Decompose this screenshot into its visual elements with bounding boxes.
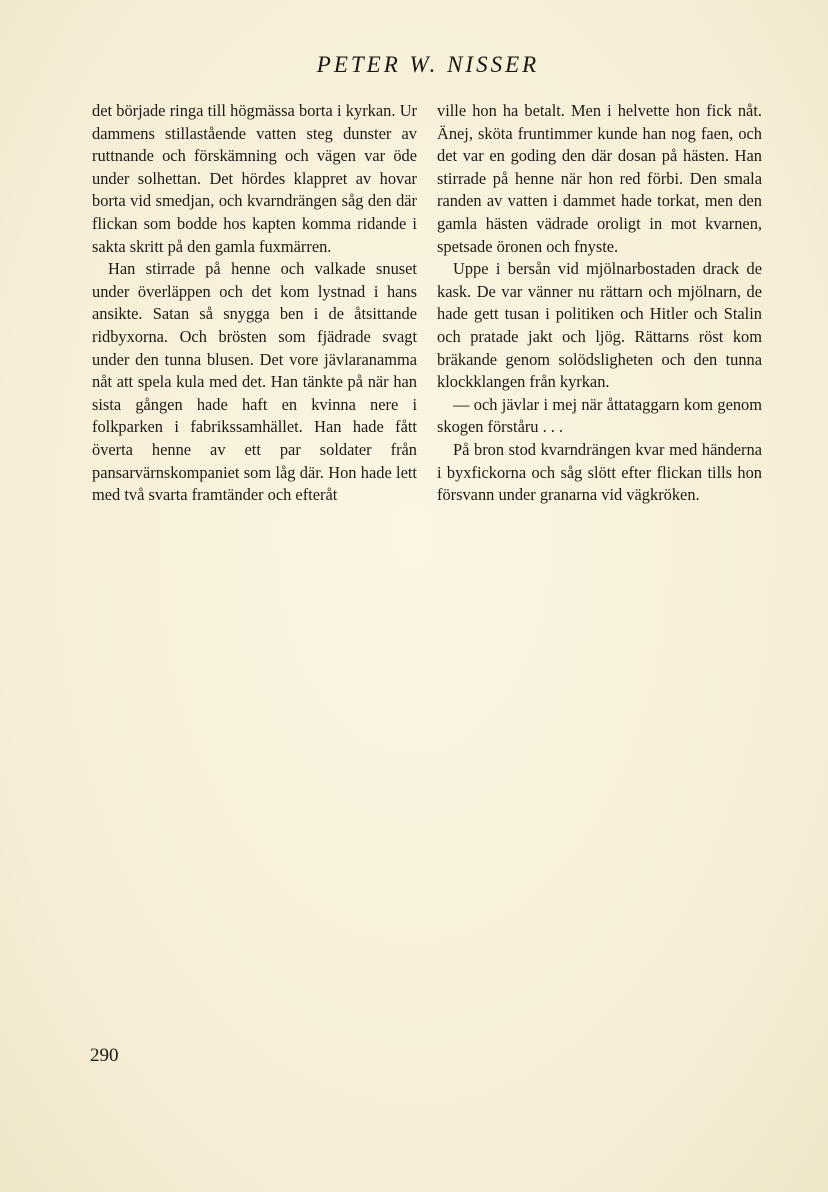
left-text-column bbox=[92, 100, 417, 507]
paragraph: Uppe i bersån vid mjölnarbostaden drack de kask. De var vänner nu rättarn och mjölnarn, de hade gett tusan i politiken och Hitler och Stalin och pratade jakt och ljög. Rättarns röst kom bräkande genom solödsligheten och den tunna klockklangen från kyrkan. bbox=[437, 259, 762, 392]
running-header bbox=[0, 52, 828, 78]
paragraph: Han stirrade på henne och valkade snuset under överläppen och det kom lystnad i hans ansikte. Satan så snygga ben i de åtsittande ridbyxorna. Och brösten som fjädrade svagt under den tunna blusen. Det vore jävlaranamma nåt att spela kula med det. Han tänkte på när han sista gången hade haft en kvinna nere i folkparken i fabrikssamhället. Han hade fått överta henne av ett par soldater från pansarvärnskompaniet som låg där. Hon hade lett med två svarta framtänder och efteråt bbox=[92, 259, 417, 505]
author-title: PETER W. NISSER bbox=[316, 52, 540, 77]
paragraph: På bron stod kvarndrängen kvar med händerna i byxfickorna och såg slött efter flickan tills hon försvann under granarna vid vägkröken. bbox=[437, 439, 762, 505]
paragraph: — och jävlar i mej när åttataggarn kom genom skogen förståru . . . bbox=[437, 394, 762, 437]
paragraph: det började ringa till högmässa borta i kyrkan. Ur dammens stillastående vatten steg dunster av ruttnande och förskämning och vägen var öde under solhettan. Det hördes klappret av hovar borta vid smedjan, och kvarndrängen såg den där flickan som bodde hos kapten komma ridande i sakta skritt på den gamla fuxmärren. bbox=[92, 101, 417, 256]
page-number: 290 bbox=[90, 1045, 119, 1066]
paragraph: ville hon ha betalt. Men i helvette hon fick nåt. Änej, sköta fruntimmer kunde han nog faen, och det var en goding den där dosan på hästen. Han stirrade på henne när hon red förbi. Den smala randen av vatten i dammet hade torkat, men den gamla hästen vädrade oroligt in mot kvarnen, spetsade öronen och fnyste. bbox=[437, 101, 762, 256]
right-text-column bbox=[437, 100, 762, 507]
